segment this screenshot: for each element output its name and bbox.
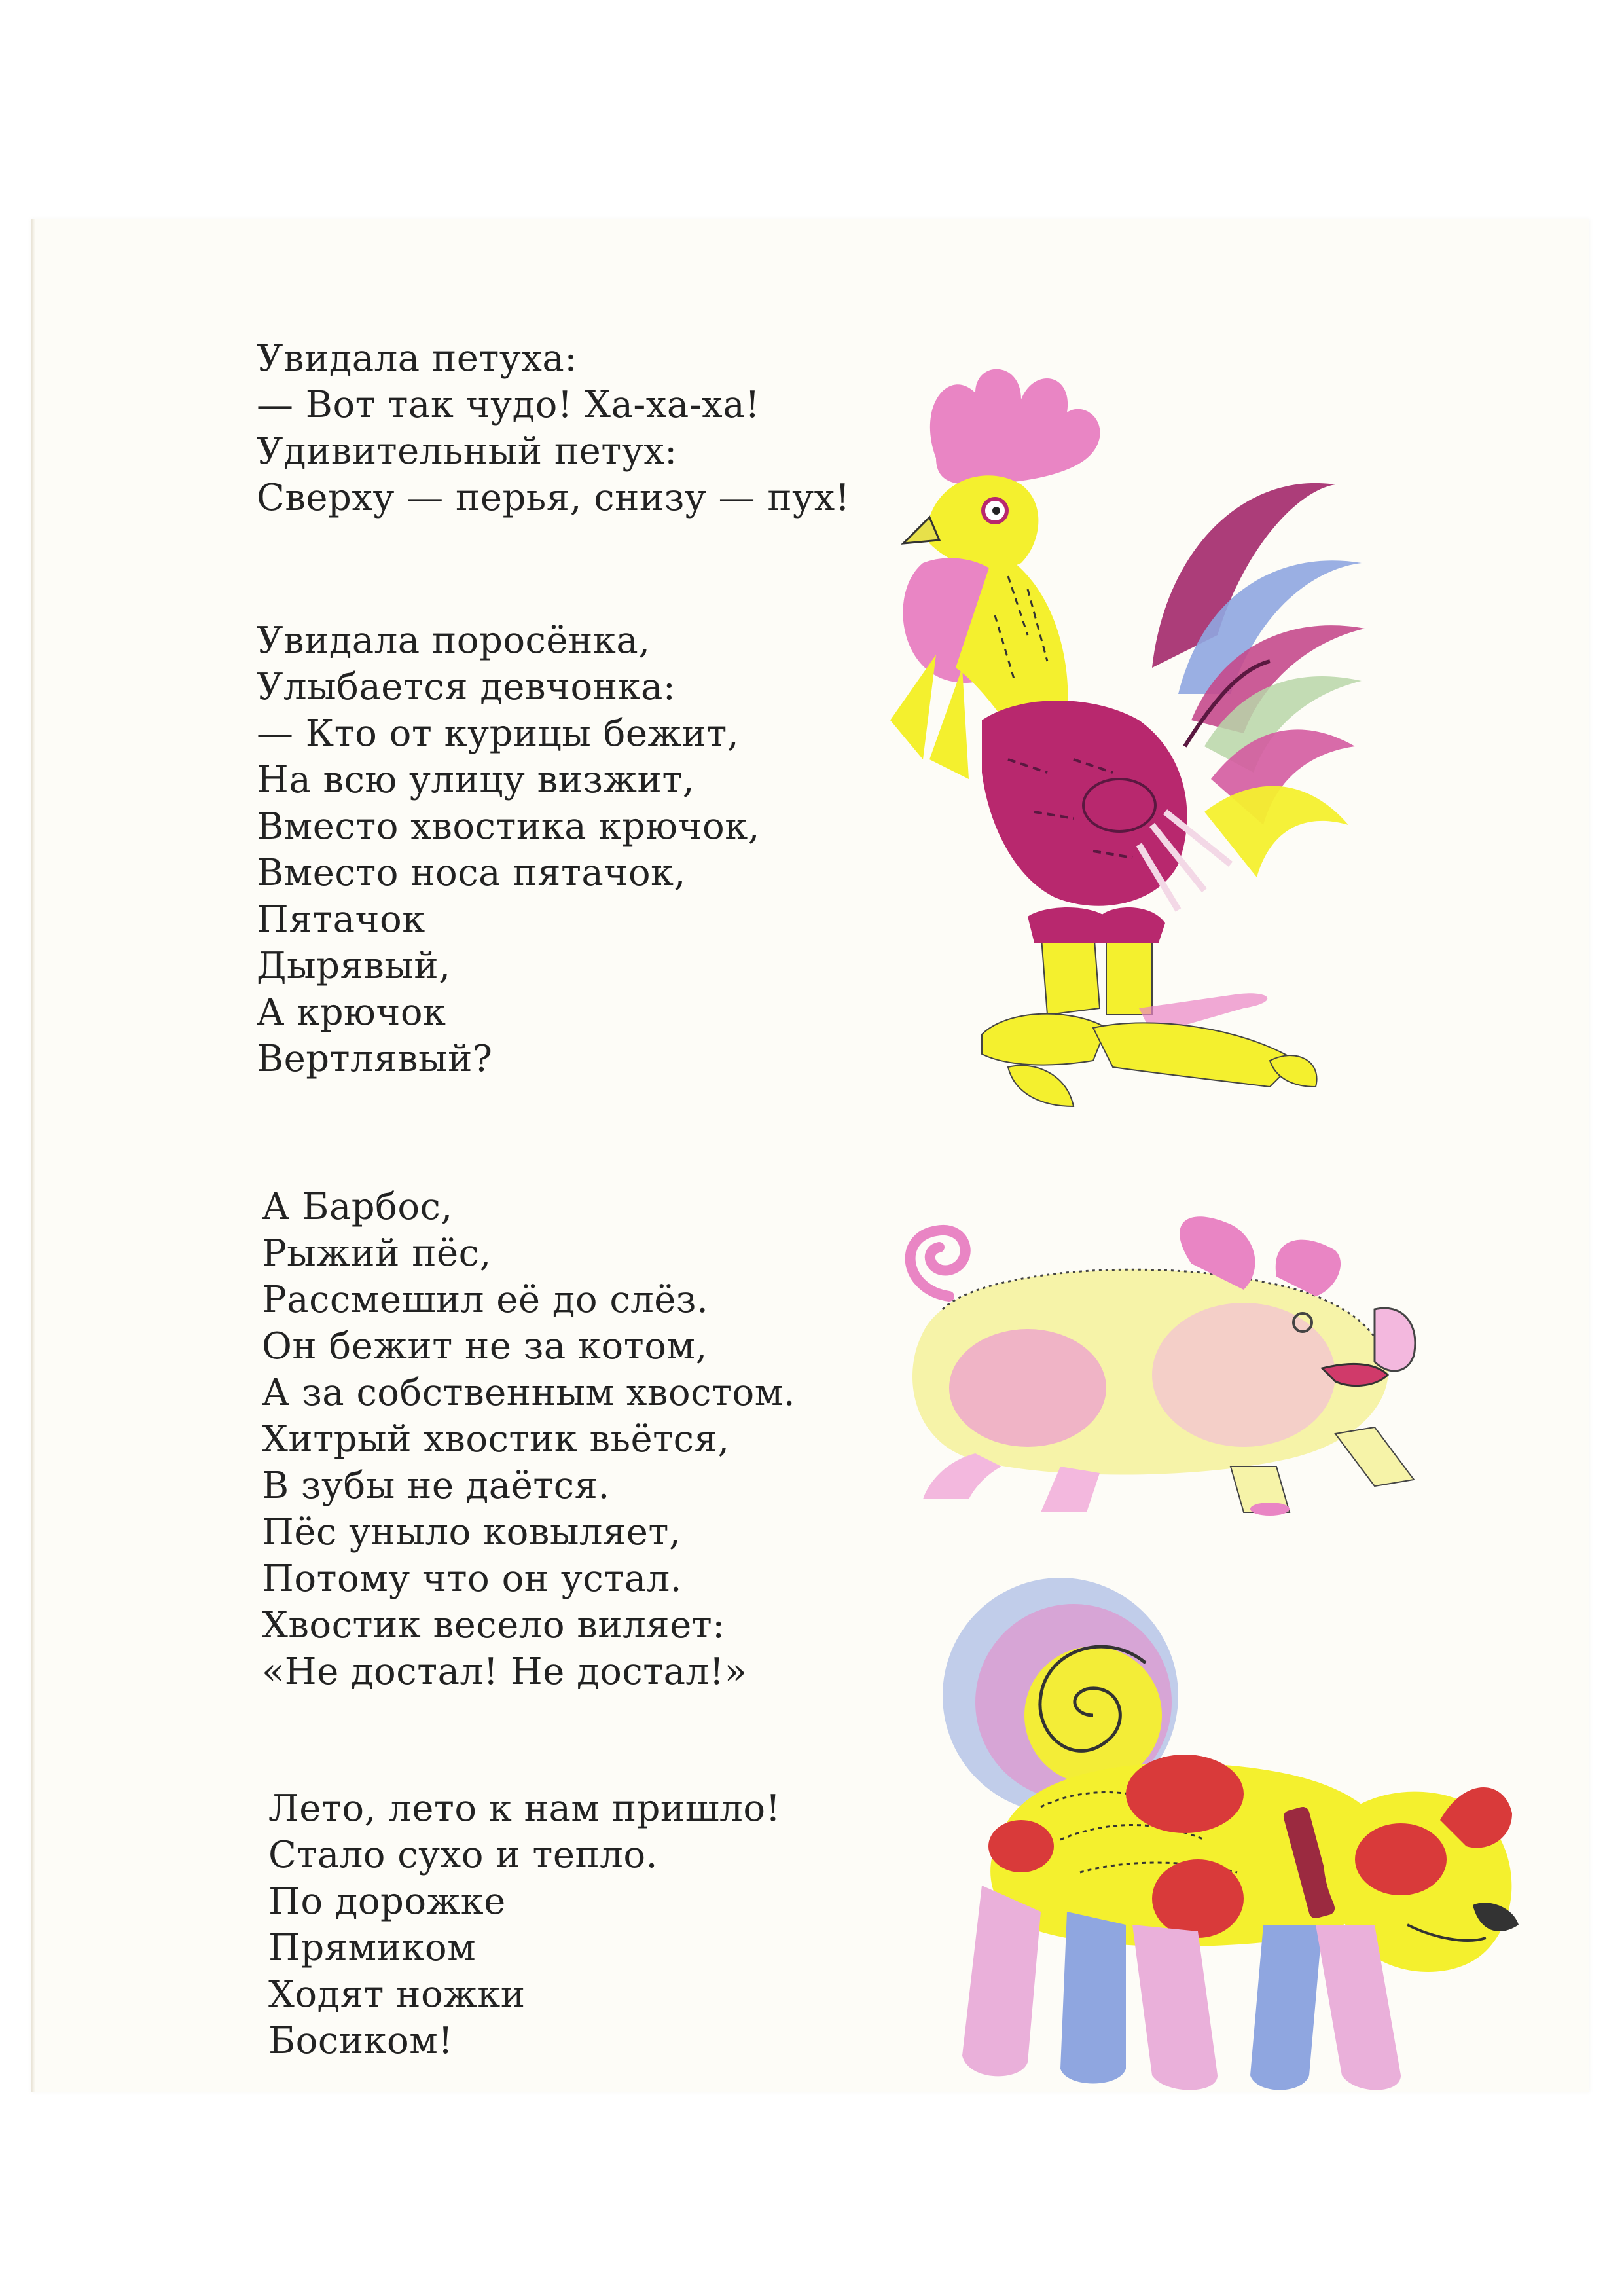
poem-stanza-4 bbox=[268, 1785, 781, 2064]
rooster-comb bbox=[930, 369, 1100, 484]
poem-line: На всю улицу визжит, bbox=[257, 759, 695, 801]
poem-line: А за собственным хвостом. bbox=[262, 1372, 796, 1414]
dog-illustration bbox=[910, 1558, 1538, 2147]
dog-spot bbox=[1126, 1755, 1244, 1833]
poem-line: Улыбается девчонка: bbox=[257, 666, 676, 708]
dog-spot bbox=[988, 1820, 1054, 1872]
rooster-feet bbox=[982, 1014, 1317, 1106]
poem-line: По дорожке bbox=[268, 1880, 506, 1923]
poem-line: Ходят ножки bbox=[268, 1973, 526, 2016]
poem-stanza-3 bbox=[262, 1184, 795, 1695]
poem-line: Стало сухо и тепло. bbox=[268, 1834, 658, 1876]
poem-line: Вместо хвостика крючок, bbox=[257, 805, 761, 848]
rooster-head bbox=[929, 475, 1038, 570]
poem-line: Увидала поросёнка, bbox=[257, 619, 651, 662]
poem-line: Босиком! bbox=[268, 2020, 454, 2062]
poem-stanza-2 bbox=[257, 617, 760, 1082]
poem-line: Вместо носа пятачок, bbox=[257, 852, 686, 894]
pig-tail bbox=[911, 1230, 965, 1296]
poem-line: Пятачок bbox=[257, 898, 425, 941]
poem-line: Хвостик весело виляет: bbox=[262, 1604, 725, 1647]
poem-line: Рыжий пёс, bbox=[262, 1232, 492, 1275]
poem-line: А Барбос, bbox=[262, 1186, 453, 1228]
poem-line: Дырявый, bbox=[257, 945, 451, 987]
poem-line: Рассмешил её до слёз. bbox=[262, 1279, 709, 1321]
poem-line: «Не достал! Не достал!» bbox=[262, 1650, 748, 1693]
poem-line: В зубы не даётся. bbox=[262, 1465, 610, 1507]
poem-line: — Вот так чудо! Ха-ха-ха! bbox=[257, 384, 761, 426]
page-edge-shadow bbox=[31, 219, 35, 2092]
poem-line: А крючок bbox=[257, 991, 446, 1034]
pig-illustration bbox=[877, 1211, 1466, 1519]
poem-line: Увидала петуха: bbox=[257, 337, 577, 380]
poem-line: Он бежит не за котом, bbox=[262, 1325, 708, 1368]
poem-line: Сверху — перья, снизу — пух! bbox=[257, 477, 850, 519]
poem-line: Потому что он устал. bbox=[262, 1558, 682, 1600]
poem-stanza-1 bbox=[257, 335, 850, 521]
poem-line: Вертлявый? bbox=[257, 1038, 493, 1080]
poem-line: Пёс уныло ковыляет, bbox=[262, 1511, 681, 1554]
pig-snout bbox=[1375, 1308, 1415, 1371]
poem-line: — Кто от курицы бежит, bbox=[257, 712, 740, 755]
poem-line: Прямиком bbox=[268, 1927, 477, 1969]
rooster-illustration bbox=[877, 354, 1375, 1159]
dog-spot bbox=[1152, 1859, 1244, 1938]
poem-line: Удивительный петух: bbox=[257, 430, 677, 473]
poem-line: Хитрый хвостик вьётся, bbox=[262, 1418, 730, 1461]
poem-line: Лето, лето к нам пришло! bbox=[268, 1787, 781, 1830]
